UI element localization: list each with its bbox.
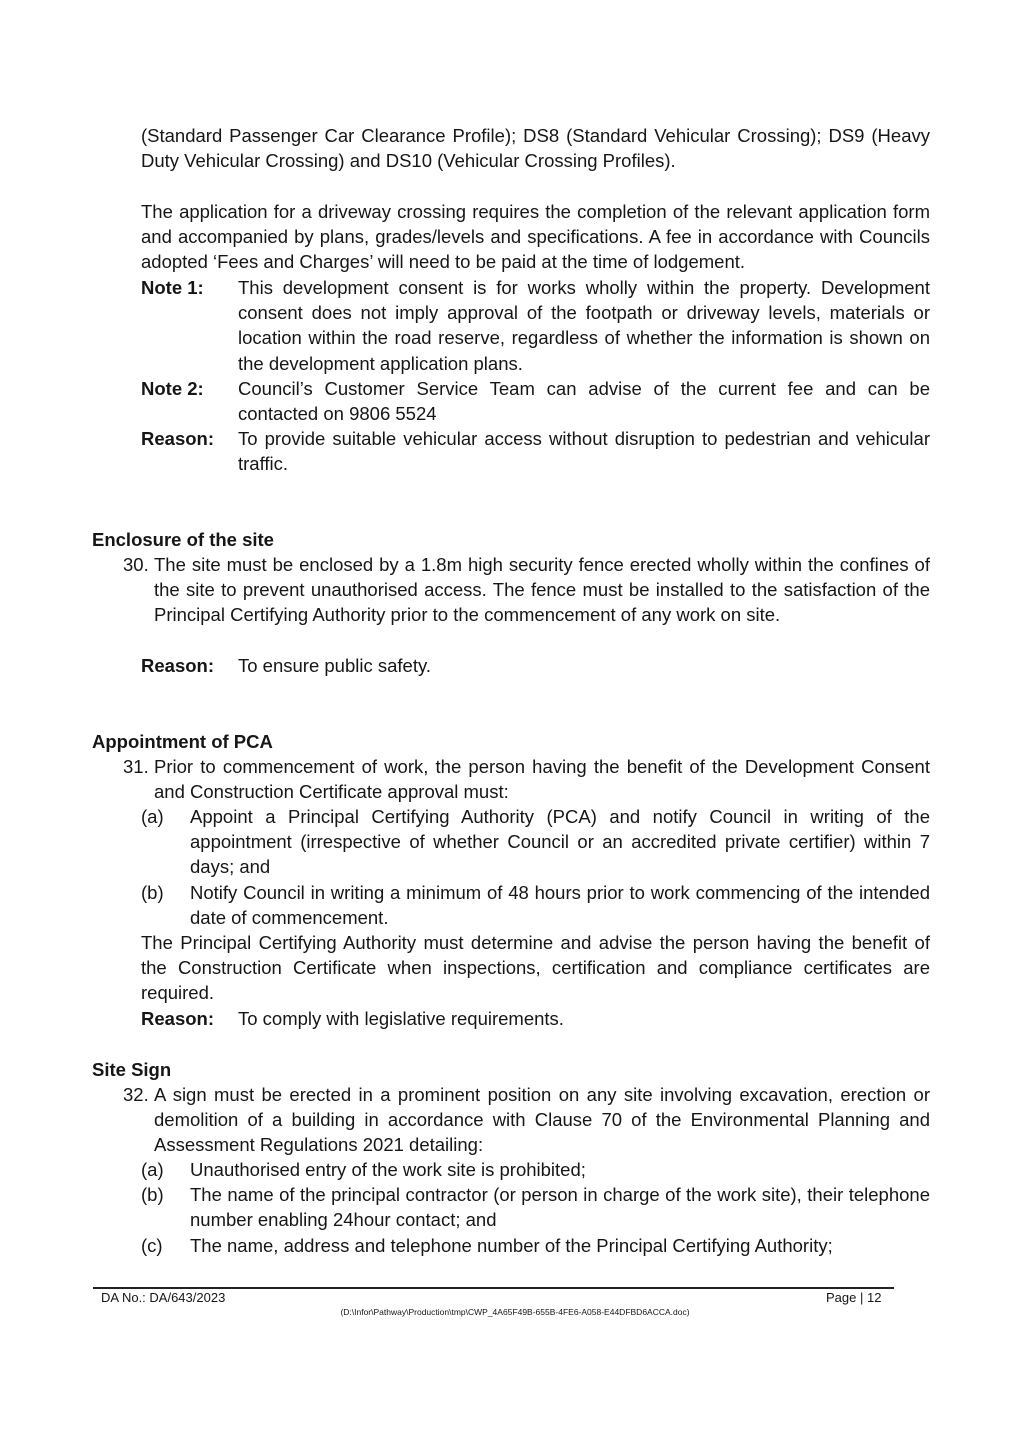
heading-site-sign: Site Sign — [92, 1059, 172, 1080]
note-1 — [141, 275, 930, 376]
footer-da-number: DA No.: DA/643/2023 — [101, 1290, 226, 1305]
condition-32 — [123, 1082, 930, 1158]
condition-number: 30. — [123, 554, 149, 575]
subclause-label: (b) — [141, 1184, 164, 1205]
note-2 — [141, 376, 930, 426]
reason-label: Reason: — [141, 655, 214, 676]
note-1-label: Note 1: — [141, 277, 204, 298]
condition-text: The site must be enclosed by a 1.8m high security fence erected wholly within the confines of the site to prevent unauthorised access. The fence must be installed to the satisfaction of the Principal Certifying Authority prior to the commencement of any work on site. — [154, 554, 930, 626]
reason-driveway — [141, 426, 930, 476]
subclause-label: (a) — [141, 1159, 164, 1180]
reason-text: To comply with legislative requirements. — [238, 1008, 564, 1029]
subclause-text: Appoint a Principal Certifying Authority (PCA) and notify Council in writing of the appointment (irrespective of whether Council or an accredited private certifier) within 7 days; and — [190, 806, 930, 878]
subclause-b — [141, 880, 930, 930]
subclause-text: The name of the principal contractor (or person in charge of the work site), their telephone number enabling 24hour contact; and — [190, 1184, 930, 1231]
subclause-label: (c) — [141, 1235, 163, 1256]
subclause-a — [141, 1157, 930, 1182]
footer-page-number: Page | 12 — [826, 1290, 882, 1305]
pca-paragraph: The Principal Certifying Authority must determine and advise the person having the benefit of the Construction Certificate when inspections, certification and compliance certificates are required. — [141, 932, 930, 1004]
subclause-text: Notify Council in writing a minimum of 48 hours prior to work commencing of the intended date of commencement. — [190, 882, 930, 929]
condition-number: 32. — [123, 1084, 149, 1105]
subclause-text: Unauthorised entry of the work site is prohibited; — [190, 1159, 586, 1180]
subclause-c — [141, 1233, 930, 1258]
condition-text: A sign must be erected in a prominent position on any site involving excavation, erection or demolition of a building in accordance with Clause 70 of the Environmental Planning and Assessment Regulations 2021 detailing: — [154, 1084, 930, 1156]
reason-label: Reason: — [141, 1008, 214, 1029]
reason-enclosure — [141, 653, 930, 678]
heading-enclosure: Enclosure of the site — [92, 529, 274, 550]
subclause-label: (a) — [141, 806, 164, 827]
condition-number: 31. — [123, 756, 149, 777]
reason-text: To provide suitable vehicular access without disruption to pedestrian and vehicular traffic. — [238, 428, 930, 475]
condition-30 — [123, 552, 930, 628]
footer-file-path: (D:\Infor\Pathway\Production\tmp\CWP_4A65F49B-655B-4FE6-A058-E44DFBD6ACCA.doc) — [340, 1307, 690, 1317]
subclause-label: (b) — [141, 882, 164, 903]
subclause-b — [141, 1182, 930, 1232]
note-2-text: Council’s Customer Service Team can advise of the current fee and can be contacted on 9806 5524 — [238, 378, 930, 425]
condition-text: Prior to commencement of work, the person having the benefit of the Development Consent and Construction Certificate approval must: — [154, 756, 930, 803]
intro-paragraph-standards: (Standard Passenger Car Clearance Profile); DS8 (Standard Vehicular Crossing); DS9 (Heavy Duty Vehicular Crossing) and DS10 (Vehicular Crossing Profiles). — [141, 125, 930, 172]
reason-label: Reason: — [141, 428, 214, 449]
subclause-a — [141, 804, 930, 880]
note-1-text: This development consent is for works wholly within the property. Development consent does not imply approval of the footpath or driveway levels, materials or location within the road reserve, regardless of whether the information is shown on the development application plans. — [238, 277, 930, 374]
reason-text: To ensure public safety. — [238, 655, 431, 676]
condition-31 — [123, 754, 930, 804]
note-2-label: Note 2: — [141, 378, 204, 399]
subclause-text: The name, address and telephone number of the Principal Certifying Authority; — [190, 1235, 833, 1256]
reason-pca — [141, 1006, 930, 1031]
intro-paragraph-application: The application for a driveway crossing requires the completion of the relevant application form and accompanied by plans, grades/levels and specifications. A fee in accordance with Councils adopted ‘Fees and Charges’ will need to be paid at the time of lodgement. — [141, 201, 930, 273]
heading-appointment-pca: Appointment of PCA — [92, 731, 273, 752]
footer-divider — [93, 1287, 894, 1289]
